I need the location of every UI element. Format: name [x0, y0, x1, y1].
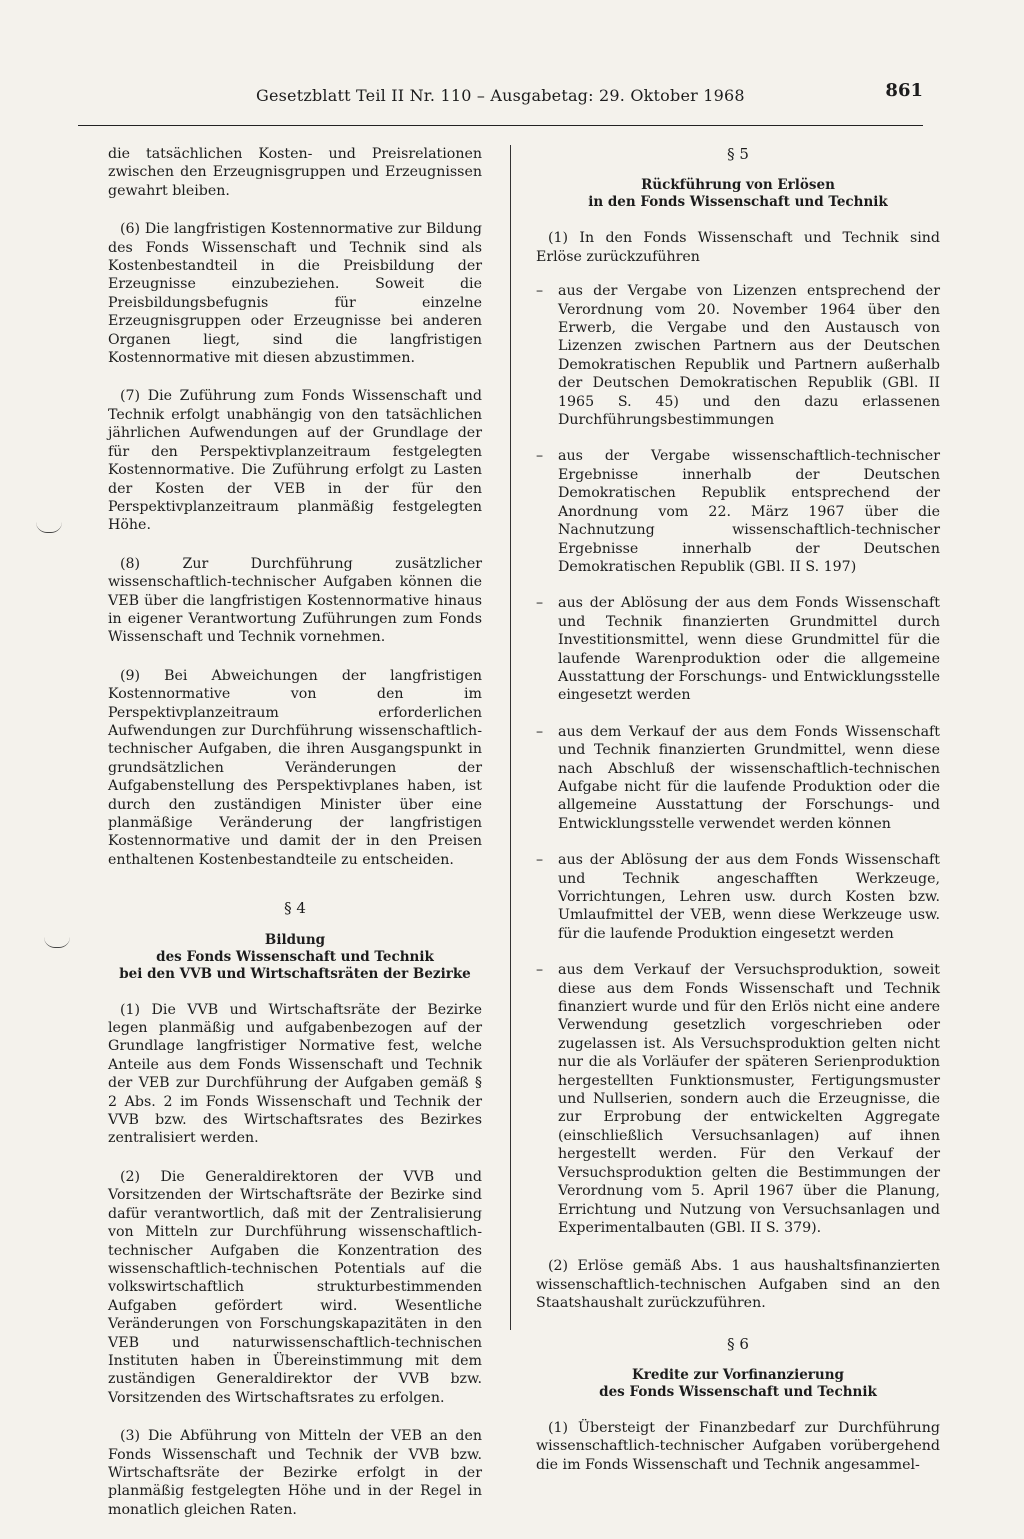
dash-bullet: – — [536, 448, 544, 465]
section-4-title-line: bei den VVB und Wirtschaftsräten der Bezirke — [119, 965, 471, 982]
section-5-title — [536, 177, 940, 211]
section-5-title-line: in den Fonds Wissenschaft und Technik — [588, 194, 888, 211]
column-divider — [510, 145, 511, 1330]
list-item — [536, 851, 940, 943]
dash-bullet: – — [536, 595, 544, 612]
dash-bullet: – — [536, 723, 544, 740]
list-item — [536, 961, 940, 1237]
list-item — [536, 594, 940, 704]
section-6-number: § 6 — [727, 1334, 749, 1353]
dash-bullet: – — [536, 852, 544, 869]
section-5-paragraph-1-intro: (1) In den Fonds Wissenschaft und Technik sind Erlöse zurückzuführen — [536, 230, 940, 265]
list-item-text: aus dem Verkauf der aus dem Fonds Wissenschaft und Technik finanzierten Grundmittel, wenn diese nach Abschluß der wissenschaftlich-technischen Aufgabe nicht für die laufende Produktion oder die allgemeine Ausstattung der Forschungs- und Entwicklungsstelle verwendet werden können — [558, 723, 940, 832]
section-5-list — [536, 282, 940, 1237]
list-item — [536, 447, 940, 576]
paragraph-7: (7) Die Zuführung zum Fonds Wissenschaft und Technik erfolgt unabhängig von den tatsächlichen jährlichen Aufwendungen auf der Grundlage der für den Perspektivplanzeitraum festgelegten Kostennormative. Die Zuführung erfolgt zu Lasten der Kosten der VEB in der für den Perspektivplanzeitraum planmäßig festgelegten Höhe. — [108, 388, 482, 534]
dash-bullet: – — [536, 283, 544, 300]
paragraph-9: (9) Bei Abweichungen der langfristigen Kostennormative von den im Perspektivplanzeitraum erforderlichen Aufwendungen zur Durchführung wissenschaftlich-technischer Aufgaben, die ihren Ausgangspunkt in grundsätzlichen Veränderungen der Aufgabenstellung des Perspektivplanes haben, ist durch den zuständigen Minister über eine planmäßige Veränderung der langfristigen Kostennormative und damit der in den Preisen enthaltenen Kostenbestandteile zu entscheiden. — [108, 667, 482, 868]
section-4-title-line: Bildung — [264, 931, 326, 948]
section-4-paragraph-3: (3) Die Abführung von Mitteln der VEB an den Fonds Wissenschaft und Technik der VVB bzw. Wirtschaftsräte der Bezirke erfolgt in der planmäßig festgelegten Höhe und in der Regel in monatlich gleichen Raten. — [108, 1428, 482, 1518]
section-4-number: § 4 — [284, 899, 306, 918]
list-item-text: aus der Ablösung der aus dem Fonds Wissenschaft und Technik finanzierten Grundmittel durch Investitionsmittel, wenn diese Grundmittel für die laufende Warenproduktion oder die allgemeine Ausstattung der Forschungs- und Entwicklungsstelle eingesetzt werden — [558, 595, 940, 704]
header-rule — [78, 125, 923, 126]
section-6-paragraph-1: (1) Übersteigt der Finanzbedarf zur Durchführung wissenschaftlich-technischer Aufgaben vorübergehend die im Fonds Wissenschaft und Technik angesammel- — [536, 1419, 940, 1473]
section-5-title-line: Rückführung von Erlösen — [641, 177, 835, 194]
section-4-title-line: des Fonds Wissenschaft und Technik — [156, 948, 434, 965]
section-6-title — [536, 1367, 940, 1401]
left-column — [108, 145, 482, 1539]
section-6-title-line: des Fonds Wissenschaft und Technik — [599, 1383, 877, 1400]
right-column — [536, 145, 940, 1494]
section-5-number: § 5 — [727, 145, 749, 163]
dash-bullet: – — [536, 962, 544, 979]
continuation-paragraph: die tatsächlichen Kosten- und Preisrelationen zwischen den Erzeugnisgruppen und Erzeugnissen gewahrt bleiben. — [108, 146, 482, 199]
list-item — [536, 723, 940, 833]
section-5-paragraph-2: (2) Erlöse gemäß Abs. 1 aus haushaltsfinanzierten wissenschaftlich-technischen Aufgaben sind an den Staatshaushalt zurückzuführen. — [536, 1258, 940, 1312]
margin-mark — [36, 522, 62, 533]
page-header — [78, 80, 923, 116]
margin-mark — [44, 937, 70, 948]
section-6-title-line: Kredite zur Vorfinanzierung — [632, 1366, 844, 1383]
section-4-paragraph-1: (1) Die VVB und Wirtschaftsräte der Bezirke legen planmäßig und aufgabenbezogen auf der Grundlage langfristiger Normative fest, welche Anteile aus dem Fonds Wissenschaft und Technik der VEB zur Durchführung der Aufgaben gemäß § 2 Abs. 2 im Fonds Wissenschaft und Technik der VVB bzw. des Wirtschaftsrates des Bezirkes zentralisiert werden. — [108, 1001, 482, 1147]
list-item-text: aus der Ablösung der aus dem Fonds Wissenschaft und Technik angeschafften Werkzeuge, Vorrichtungen, Lehren usw. durch Kosten bzw. Umlaufmittel der VEB, wenn diese Werkzeuge usw. für die laufende Produktion eingesetzt werden — [558, 852, 940, 942]
list-item-text: aus dem Verkauf der Versuchsproduktion, soweit diese aus dem Fonds Wissenschaft und Technik finanziert wurde und für den Erlös nicht eine andere Verwendung gesetzlich vorgeschrieben oder zugelassen ist. Als Versuchsproduktion gelten nicht nur die als Vorläufer der späteren Serienproduktion hergestellten Funktionsmuster, Fertigungsmuster und Nullserien, sondern auch die Erzeugnisse, die zur Erprobung der entwickelten Aggregate (einschließlich Versuchsanlagen) auf ihnen hergestellt werden. Für den Verkauf der Versuchsproduktion gelten die Bestimmungen der Verordnung vom 5. April 1967 über die Planung, Errichtung und Nutzung von Versuchsanlagen und Experimentalbauten (GBl. II S. 379). — [558, 962, 940, 1236]
list-item-text: aus der Vergabe wissenschaftlich-technischer Ergebnisse innerhalb der Deutschen Demokratischen Republik entsprechend der Anordnung vom 22. März 1967 über die Nachnutzung wissenschaftlich-technischer Ergebnisse innerhalb der Deutschen Demokratischen Republik (GBl. II S. 197) — [558, 448, 940, 575]
paragraph-8: (8) Zur Durchführung zusätzlicher wissenschaftlich-technischer Aufgaben können die VEB über die langfristigen Kostennormative hinaus in eigener Verantwortung Zuführungen zum Fonds Wissenschaft und Technik vornehmen. — [108, 555, 482, 646]
paragraph-6: (6) Die langfristigen Kostennormative zur Bildung des Fonds Wissenschaft und Technik sind als Kostenbestandteil in die Preisbildung der Erzeugnisse einzubeziehen. Soweit die Preisbildungsbefugnis für einzelne Erzeugnisgruppen oder Erzeugnisse bei anderen Organen liegt, sind die langfristigen Kostennormative mit diesen abzustimmen. — [108, 221, 482, 367]
section-4-paragraph-2: (2) Die Generaldirektoren der VVB und Vorsitzenden der Wirtschaftsräte der Bezirke sind dafür verantwortlich, daß mit der Zentralisierung von Mitteln zur Durchführung wissenschaftlich-technischer Aufgaben die Konzentration des wissenschaftlich-technischen Potentials auf die volkswirtschaftlich strukturbestimmenden Aufgaben gefördert wird. Wesentliche Veränderungen von Forschungskapazitäten in den VEB und naturwissenschaftlich-technischen Instituten haben in Übereinstimmung mit dem zuständigen Generaldirektor der VVB bzw. Vorsitzenden des Wirtschaftsrates zu erfolgen. — [108, 1168, 482, 1406]
list-item-text: aus der Vergabe von Lizenzen entsprechend der Verordnung vom 20. November 1964 über den Erwerb, die Vergabe und den Austausch von Lizenzen zwischen Partnern aus der Deutschen Demokratischen Republik und Partnern außerhalb der Deutschen Demokratischen Republik (GBl. II 1965 S. 45) und den dazu erlassenen Durchführungsbestimmungen — [558, 283, 940, 429]
section-4-title — [108, 932, 482, 983]
page-number: 861 — [885, 80, 923, 101]
header-title: Gesetzblatt Teil II Nr. 110 – Ausgabetag: 29. Oktober 1968 — [256, 86, 745, 105]
list-item — [536, 282, 940, 429]
